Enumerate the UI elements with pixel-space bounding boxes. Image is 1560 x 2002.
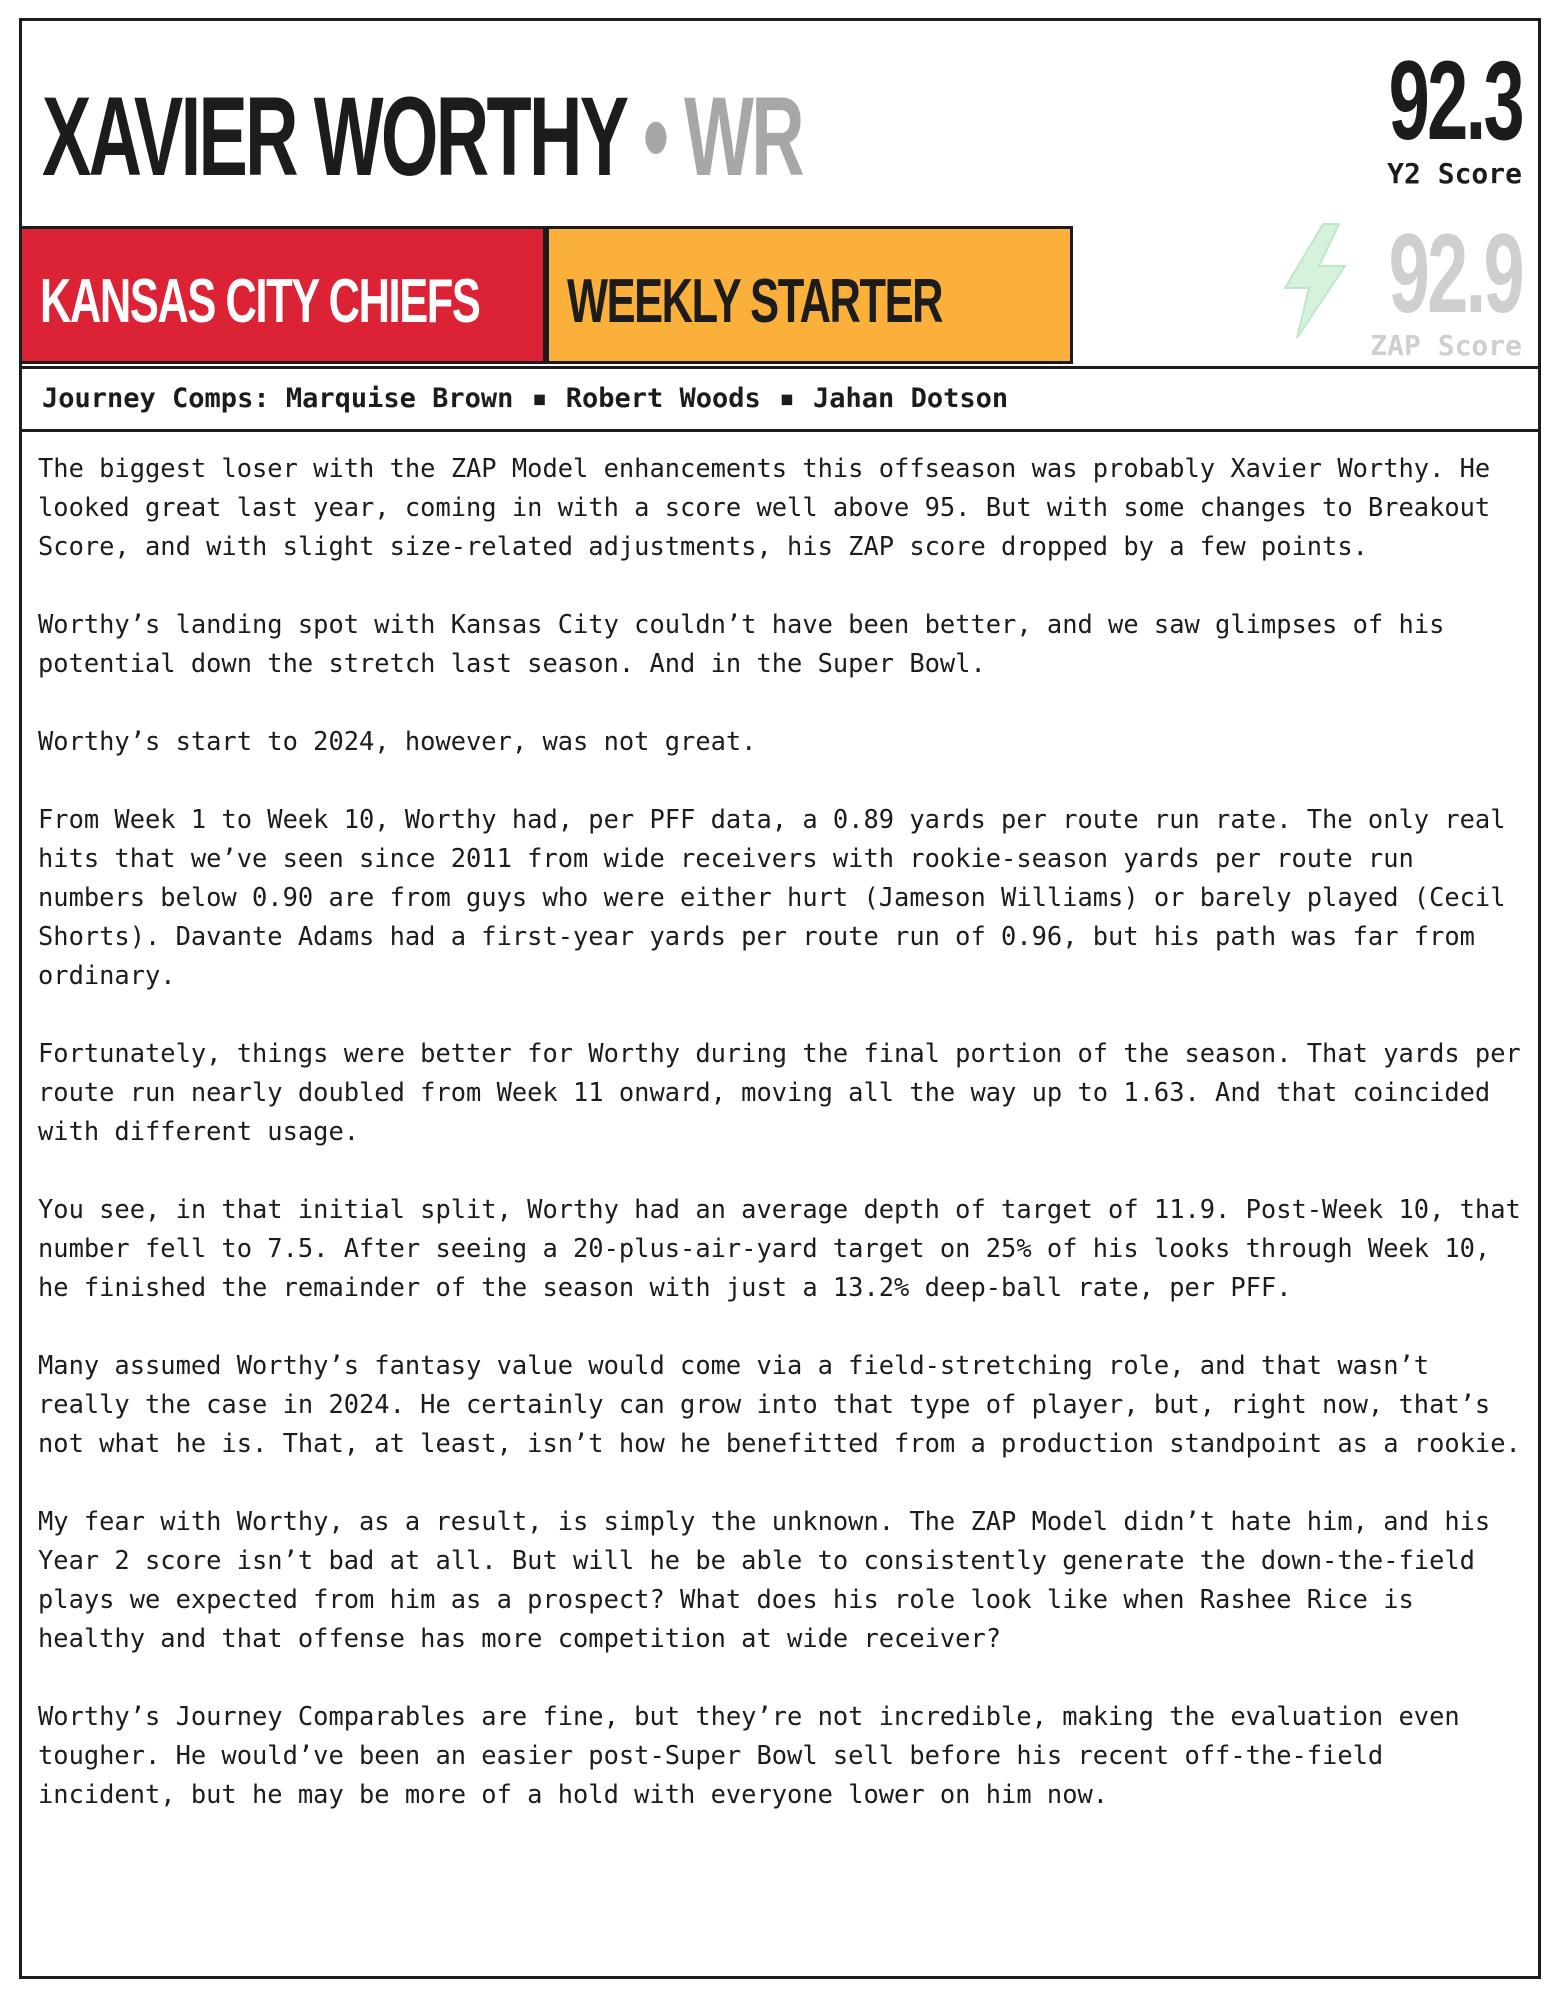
- status-label: WEEKLY STARTER: [567, 267, 943, 336]
- comp-player: Jahan Dotson: [813, 383, 1009, 414]
- body-paragraph: Worthy’s Journey Comparables are fine, but they’re not incredible, making the evaluation even tougher. He would’ve been an easier post-Super Bowl sell before his recent off-the-field incident, but he may be more of a hold with everyone lower on him now.: [38, 1701, 1460, 1809]
- y2-score-value: 92.3: [1388, 38, 1522, 163]
- y2-score-label: Y2 Score: [1387, 157, 1522, 190]
- team-tag: [19, 226, 546, 364]
- body-paragraph: From Week 1 to Week 10, Worthy had, per PFF data, a 0.89 yards per route run rate. The only real hits that we’ve seen since 2011 from wide receivers with rookie-season yards per route run numbers below 0.90 are from guys who were either hurt (Jameson Williams) or barely played (Cecil Shorts). Davante Adams had a first-year yards per route run of 0.96, but his path was far from ordinary.: [38, 804, 1506, 990]
- player-position: WR: [684, 74, 803, 199]
- body-paragraph: Many assumed Worthy’s fantasy value would come via a field-stretching role, and that wasn’t really the case in 2024. He certainly can grow into that type of player, but, right now, that’s not what he is. That, at least, isn’t how he benefitted from a production standpoint as a rookie.: [38, 1350, 1521, 1458]
- body-paragraph: The biggest loser with the ZAP Model enhancements this offseason was probably Xavier Worthy. He looked great last year, coming in with a score well above 95. But with some changes to Breakout Score, and with slight size-related adjustments, his ZAP score dropped by a few points.: [38, 453, 1491, 561]
- analysis-body: [38, 449, 1526, 1853]
- comp-separator: ▪: [778, 383, 796, 414]
- body-paragraph: Worthy’s start to 2024, however, was not great.: [38, 726, 757, 756]
- team-name: KANSAS CITY CHIEFS: [40, 267, 480, 336]
- player-name: XAVIER WORTHY: [42, 74, 626, 199]
- comp-player: Marquise Brown: [285, 383, 514, 414]
- player-title: [42, 74, 803, 199]
- body-paragraph: Fortunately, things were better for Worthy during the final portion of the season. That yards per route run nearly doubled from Week 11 onward, moving all the way up to 1.63. And that coincided with different usage.: [38, 1038, 1521, 1146]
- title-separator: •: [643, 74, 667, 199]
- status-tag: [546, 226, 1073, 364]
- player-card: [19, 18, 1541, 1979]
- zap-score-label: ZAP Score: [1370, 329, 1522, 362]
- journey-comps-bar: [22, 366, 1538, 432]
- journey-comps-label: Journey Comps:: [42, 383, 270, 414]
- body-paragraph: You see, in that initial split, Worthy had an average depth of target of 11.9. Post-Week 10, that number fell to 7.5. After seeing a 20-plus-air-yard target on 25% of his looks through Week 10, he finished the remainder of the season with just a 13.2% deep-ball rate, per PFF.: [38, 1194, 1521, 1302]
- body-paragraph: Worthy’s landing spot with Kansas City couldn’t have been better, and we saw glimpses of his potential down the stretch last season. And in the Super Bowl.: [38, 609, 1445, 678]
- body-paragraph: My fear with Worthy, as a result, is simply the unknown. The ZAP Model didn’t hate him, and his Year 2 score isn’t bad at all. But will he be able to consistently generate the down-the-field plays we expected from him as a prospect? What does his role look like when Rashee Rice is healthy and that offense has more competition at wide receiver?: [38, 1506, 1491, 1653]
- comp-separator: ▪: [531, 383, 548, 414]
- card-header: [22, 21, 1538, 226]
- comp-player: Robert Woods: [565, 383, 761, 414]
- zap-score-value: 92.9: [1388, 211, 1522, 336]
- lightning-bolt-icon: [1279, 222, 1351, 340]
